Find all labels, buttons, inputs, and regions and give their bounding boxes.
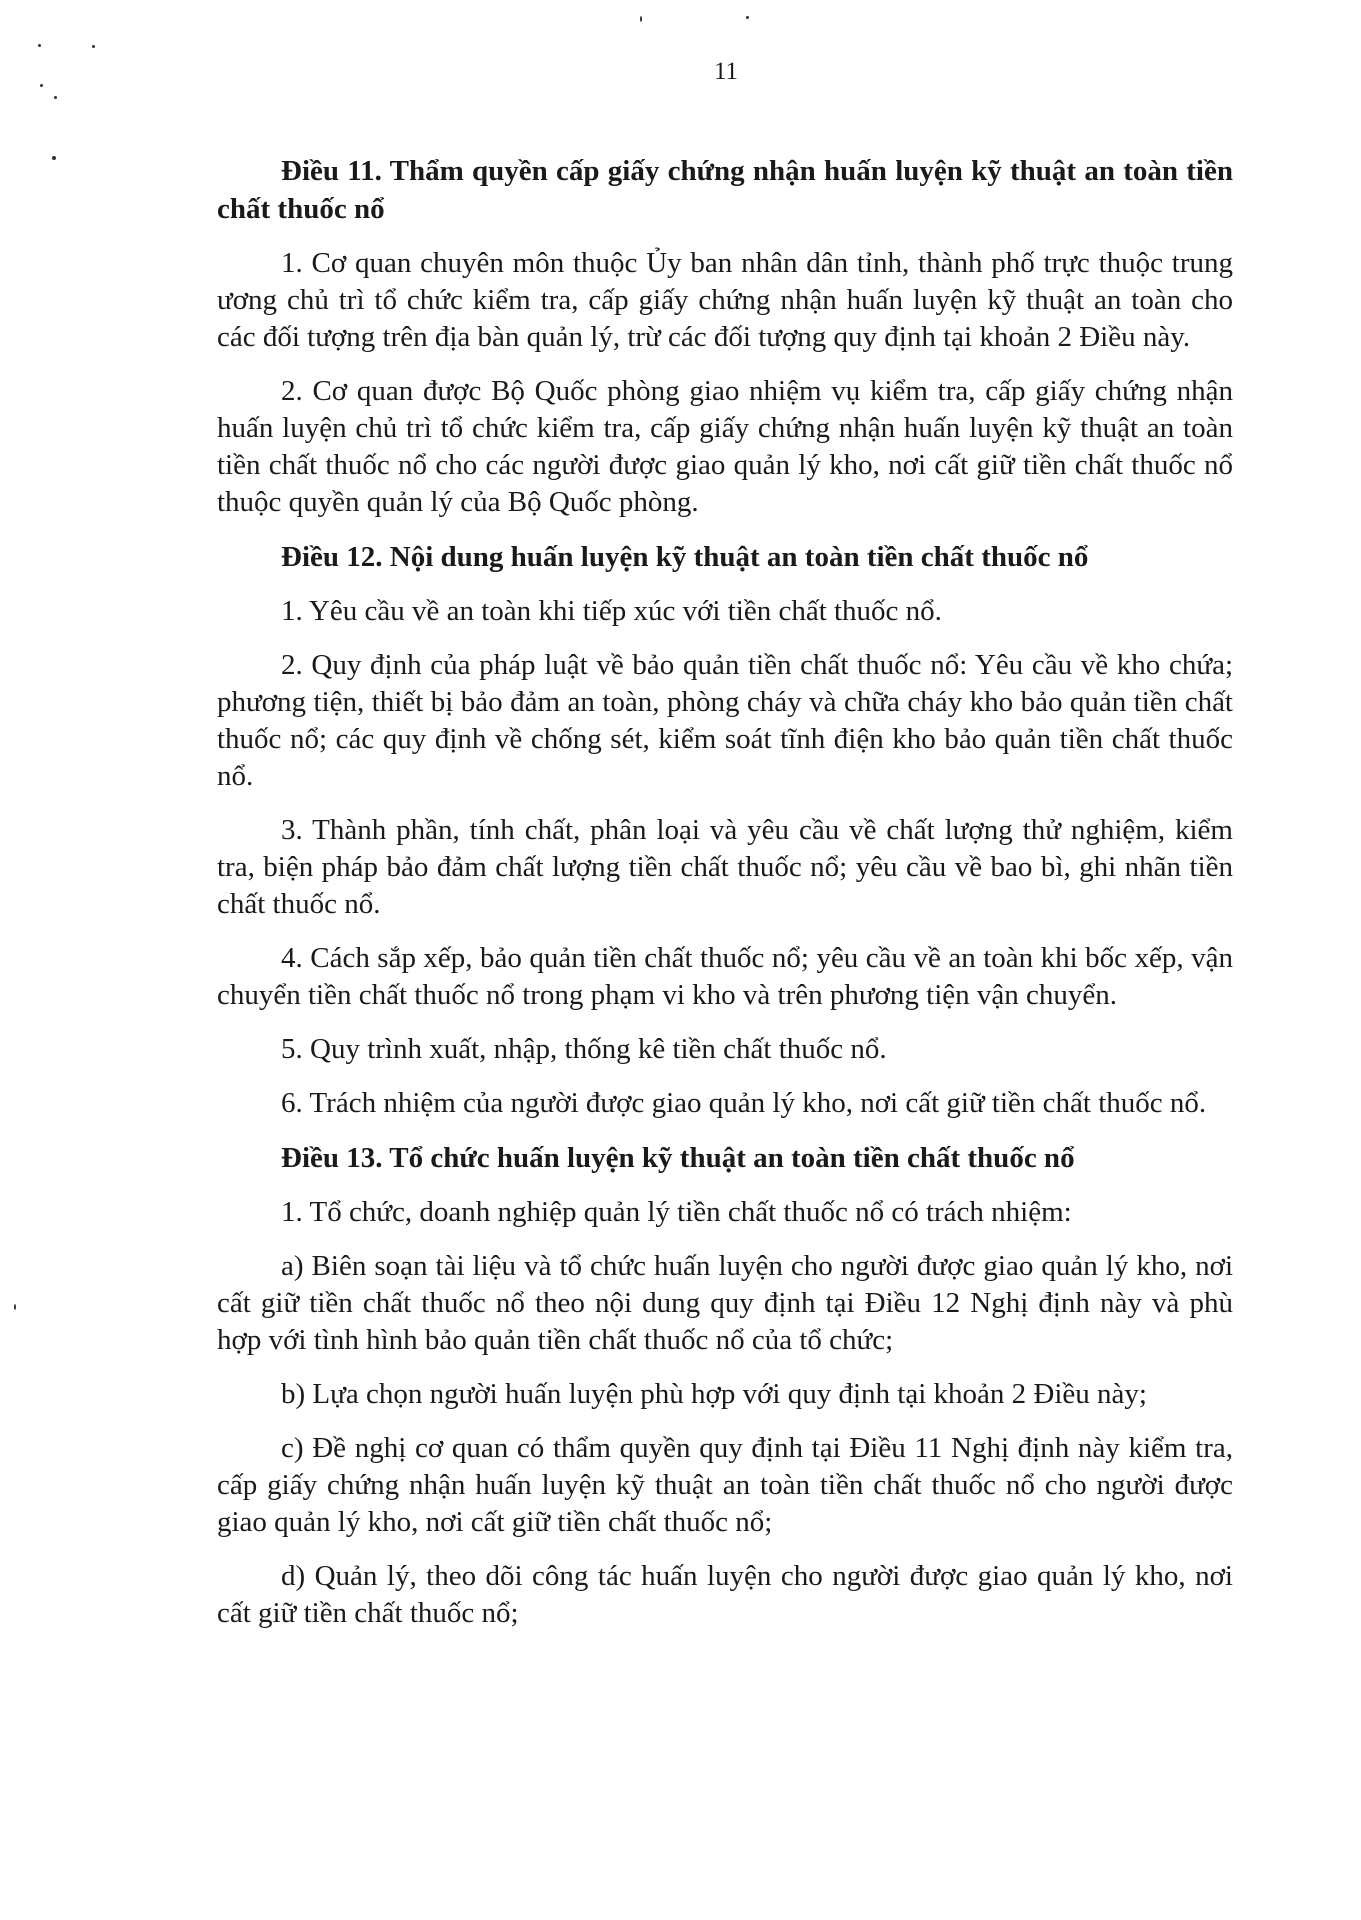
- scan-speck: [92, 45, 95, 48]
- paragraph: 4. Cách sắp xếp, bảo quản tiền chất thuốc nổ; yêu cầu về an toàn khi bốc xếp, vận chuyển tiền chất thuốc nổ trong phạm vi kho và trên phương tiện vận chuyển.: [217, 942, 1233, 1011]
- paragraph: 2. Cơ quan được Bộ Quốc phòng giao nhiệm vụ kiểm tra, cấp giấy chứng nhận huấn luyện chủ trì tổ chức kiểm tra, cấp giấy chứng nhận huấn luyện kỹ thuật an toàn tiền chất thuốc nổ cho các người được giao quản lý kho, nơi cất giữ tiền chất thuốc nổ thuộc quyền quản lý của Bộ Quốc phòng.: [217, 375, 1233, 518]
- scan-speck: [40, 84, 43, 87]
- paragraph: 1. Cơ quan chuyên môn thuộc Ủy ban nhân dân tỉnh, thành phố trực thuộc trung ương chủ trì tổ chức kiểm tra, cấp giấy chứng nhận huấn luyện kỹ thuật an toàn cho các đối tượng trên địa bàn quản lý, trừ các đối tượng quy định tại khoản 2 Điều này.: [217, 247, 1233, 353]
- article-heading: Điều 11. Thẩm quyền cấp giấy chứng nhận huấn luyện kỹ thuật an toàn tiền chất thuốc nổ: [217, 155, 1233, 225]
- paragraph: b) Lựa chọn người huấn luyện phù hợp với quy định tại khoản 2 Điều này;: [281, 1378, 1147, 1410]
- article-12: [217, 538, 1233, 1122]
- paragraph: 2. Quy định của pháp luật về bảo quản tiền chất thuốc nổ: Yêu cầu về kho chứa; phương tiện, thiết bị bảo đảm an toàn, phòng cháy và chữa cháy kho bảo quản tiền chất thuốc nổ; các quy định về chống sét, kiểm soát tĩnh điện kho bảo quản tiền chất thuốc nổ.: [217, 649, 1233, 792]
- paragraph: 1. Yêu cầu về an toàn khi tiếp xúc với tiền chất thuốc nổ.: [281, 595, 942, 627]
- paragraph: 3. Thành phần, tính chất, phân loại và yêu cầu về chất lượng thử nghiệm, kiểm tra, biện pháp bảo đảm chất lượng tiền chất thuốc nổ; yêu cầu về bao bì, ghi nhãn tiền chất thuốc nổ.: [217, 814, 1233, 920]
- scan-speck: [54, 96, 57, 99]
- article-heading: Điều 12. Nội dung huấn luyện kỹ thuật an toàn tiền chất thuốc nổ: [281, 541, 1089, 573]
- page-number: 11: [713, 58, 739, 85]
- paragraph: c) Đề nghị cơ quan có thẩm quyền quy định tại Điều 11 Nghị định này kiểm tra, cấp giấy chứng nhận huấn luyện kỹ thuật an toàn tiền chất thuốc nổ cho người được giao quản lý kho, nơi cất giữ tiền chất thuốc nổ;: [217, 1432, 1233, 1538]
- scan-speck: [52, 156, 56, 160]
- paragraph: 5. Quy trình xuất, nhập, thống kê tiền chất thuốc nổ.: [281, 1033, 887, 1065]
- article-13: [217, 1139, 1233, 1632]
- article-heading: Điều 13. Tổ chức huấn luyện kỹ thuật an toàn tiền chất thuốc nổ: [281, 1142, 1075, 1174]
- scan-speck: [640, 16, 642, 22]
- scan-speck: [746, 16, 749, 19]
- paragraph: 1. Tổ chức, doanh nghiệp quản lý tiền chất thuốc nổ có trách nhiệm:: [281, 1196, 1072, 1228]
- scan-speck: [14, 1304, 16, 1310]
- paragraph: 6. Trách nhiệm của người được giao quản lý kho, nơi cất giữ tiền chất thuốc nổ.: [281, 1087, 1207, 1119]
- paragraph: a) Biên soạn tài liệu và tổ chức huấn luyện cho người được giao quản lý kho, nơi cất giữ tiền chất thuốc nổ theo nội dung quy định tại Điều 12 Nghị định này và phù hợp với tình hình bảo quản tiền chất thuốc nổ của tổ chức;: [217, 1250, 1233, 1356]
- scan-speck: [38, 44, 41, 47]
- article-11: [217, 152, 1233, 521]
- paragraph: d) Quản lý, theo dõi công tác huấn luyện cho người được giao quản lý kho, nơi cất giữ tiền chất thuốc nổ;: [217, 1560, 1233, 1629]
- document-body: [217, 152, 1233, 1649]
